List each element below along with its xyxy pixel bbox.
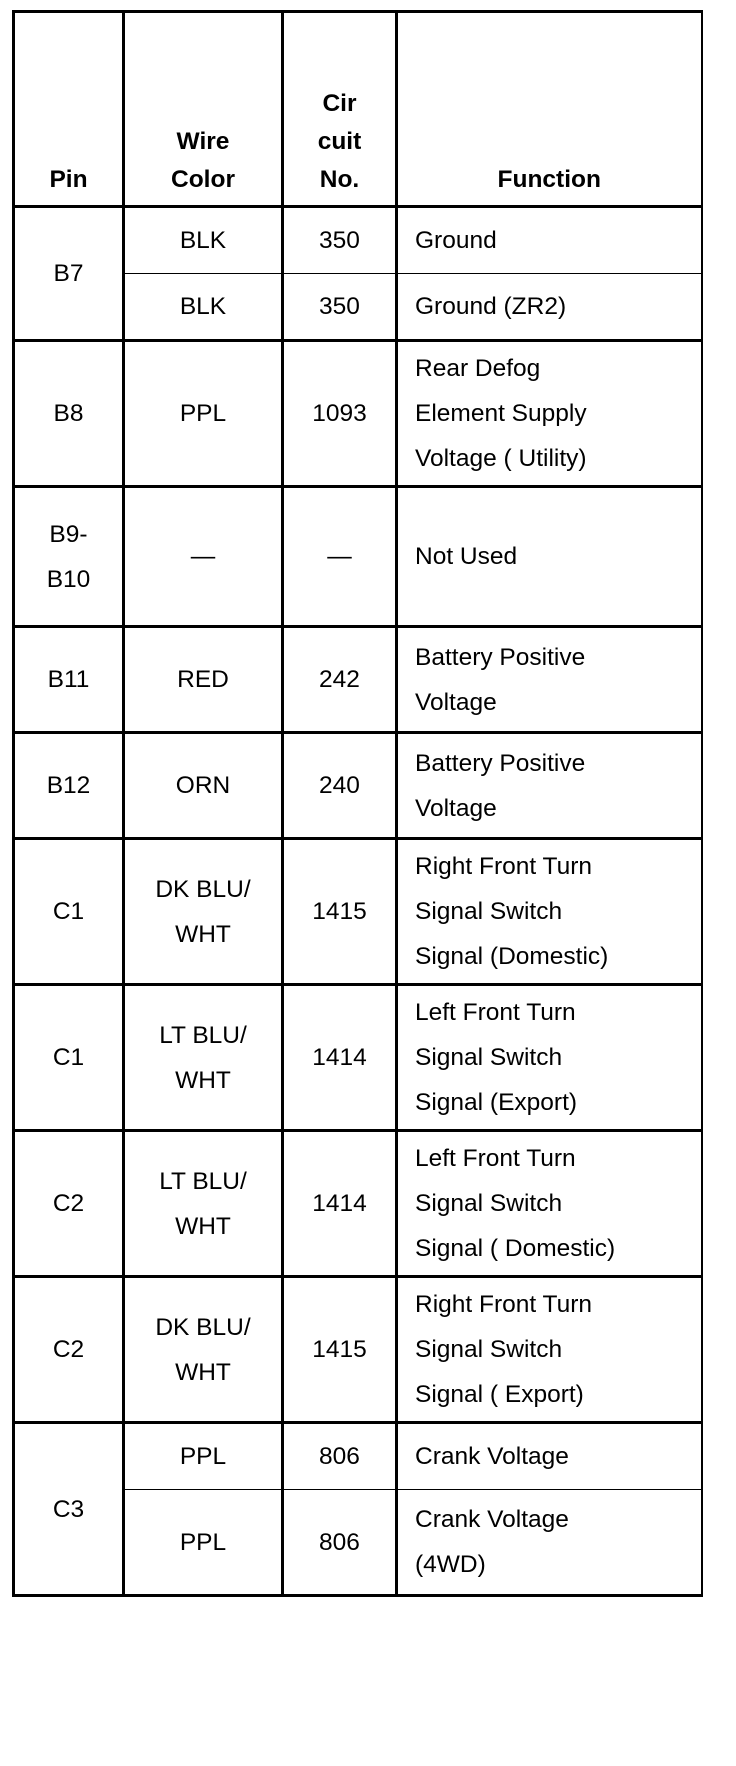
- cell-text-line: WHT: [175, 1066, 231, 1094]
- circuit-no-cell: 1415: [283, 839, 397, 985]
- cell-text-line: C1: [52, 898, 85, 925]
- cell-text-line: WHT: [175, 1358, 231, 1386]
- connector-table-page: [12, 10, 700, 1597]
- pin-cell: [14, 733, 124, 839]
- header-function: [397, 12, 702, 207]
- table-row: [14, 207, 702, 274]
- function-cell: [397, 627, 702, 733]
- function-cell: [397, 1131, 702, 1277]
- connector-pinout-table: [12, 10, 703, 1597]
- cell-text-line: ORN: [175, 772, 231, 799]
- cell-text-line: Battery Positive: [415, 749, 586, 777]
- pin-cell: [14, 341, 124, 487]
- circuit-no-cell: 1414: [283, 1131, 397, 1277]
- wire-color-cell: [124, 627, 283, 733]
- cell-text-line: Signal Switch: [415, 1044, 563, 1071]
- cell-text-line: Cir: [322, 90, 357, 117]
- pin-cell: [14, 487, 124, 627]
- pin-cell: [14, 627, 124, 733]
- wire-color-cell: [124, 985, 283, 1131]
- table-body: [14, 207, 702, 1596]
- cell-text-line: B9-: [49, 520, 88, 548]
- pin-cell: [14, 985, 124, 1131]
- cell-text-line: DK BLU/: [155, 875, 251, 903]
- cell-text-line: PPL: [179, 1443, 227, 1470]
- function-cell: [397, 1490, 702, 1596]
- cell-text-line: Pin: [49, 166, 88, 193]
- cell-text-line: Element Supply: [415, 400, 587, 427]
- header-wire-color: [124, 12, 283, 207]
- cell-text-line: RED: [177, 666, 229, 693]
- pin-cell: [14, 839, 124, 985]
- circuit-no-cell: 350: [283, 207, 397, 274]
- cell-text-line: Signal Switch: [415, 1336, 563, 1363]
- wire-color-cell: [124, 733, 283, 839]
- cell-text-line: Voltage: [415, 688, 497, 716]
- table-row: [14, 733, 702, 839]
- function-cell: [397, 1423, 702, 1490]
- cell-text-line: C3: [52, 1495, 85, 1523]
- table-row: [14, 1277, 702, 1423]
- cell-text-line: C1: [52, 1044, 85, 1071]
- wire-color-cell: [124, 207, 283, 274]
- cell-text-line: Ground: [415, 227, 497, 254]
- function-cell: [397, 341, 702, 487]
- wire-color-cell: [124, 1490, 283, 1596]
- cell-text-line: PPL: [179, 1528, 227, 1556]
- pin-cell: [14, 1131, 124, 1277]
- wire-color-cell: [124, 1423, 283, 1490]
- cell-text-line: WHT: [175, 920, 231, 948]
- cell-text-line: DK BLU/: [155, 1313, 251, 1341]
- table-row: [14, 627, 702, 733]
- wire-color-cell: [124, 341, 283, 487]
- function-cell: [397, 274, 702, 341]
- cell-text-line: B10: [46, 565, 91, 593]
- header-pin: [14, 12, 124, 207]
- cell-text-line: PPL: [179, 400, 227, 427]
- cell-text-line: Signal Switch: [415, 1190, 563, 1217]
- circuit-no-cell: 1093: [283, 341, 397, 487]
- cell-text-line: Ground (ZR2): [415, 293, 567, 320]
- cell-text-line: Battery Positive: [415, 643, 586, 671]
- circuit-no-cell: 1414: [283, 985, 397, 1131]
- cell-text-line: Signal ( Domestic): [415, 1235, 616, 1262]
- cell-text-line: B11: [47, 666, 90, 693]
- table-row: [14, 341, 702, 487]
- circuit-no-cell: 240: [283, 733, 397, 839]
- wire-color-cell: [124, 487, 283, 627]
- cell-text-line: Crank Voltage: [415, 1506, 569, 1533]
- cell-text-line: C2: [52, 1190, 85, 1217]
- cell-text-line: Signal Switch: [415, 898, 563, 925]
- table-row: [14, 487, 702, 627]
- header-circuit-no: [283, 12, 397, 207]
- function-cell: [397, 487, 702, 627]
- cell-text-line: LT BLU/: [159, 1167, 247, 1195]
- header-row: [14, 12, 702, 207]
- function-cell: [397, 985, 702, 1131]
- cell-text-line: Right Front Turn: [415, 1291, 593, 1318]
- cell-text-line: B12: [46, 772, 91, 799]
- function-cell: [397, 1277, 702, 1423]
- circuit-no-cell: 350: [283, 274, 397, 341]
- circuit-no-cell: 242: [283, 627, 397, 733]
- table-row: [14, 1131, 702, 1277]
- cell-text-line: BLK: [179, 227, 227, 254]
- function-cell: [397, 207, 702, 274]
- wire-color-cell: [124, 274, 283, 341]
- cell-text-line: Right Front Turn: [415, 853, 593, 880]
- cell-text-line: cuit: [317, 128, 362, 155]
- cell-text-line: Voltage ( Utility): [415, 445, 587, 472]
- wire-color-cell: [124, 839, 283, 985]
- circuit-no-cell: 806: [283, 1490, 397, 1596]
- wire-color-cell: [124, 1277, 283, 1423]
- cell-text-line: B8: [53, 400, 84, 427]
- cell-text-line: No.: [319, 166, 360, 193]
- cell-text-line: Signal (Export): [415, 1089, 578, 1116]
- cell-text-line: Rear Defog: [415, 355, 541, 382]
- circuit-no-cell: —: [283, 487, 397, 627]
- cell-text-line: Left Front Turn: [415, 999, 576, 1026]
- table-row: [14, 1423, 702, 1490]
- cell-text-line: Left Front Turn: [415, 1145, 576, 1172]
- function-cell: [397, 839, 702, 985]
- cell-text-line: Signal ( Export): [415, 1381, 584, 1408]
- cell-text-line: Not Used: [415, 543, 518, 570]
- table-row: [14, 839, 702, 985]
- cell-text-line: B7: [53, 260, 84, 287]
- wire-color-cell: [124, 1131, 283, 1277]
- circuit-no-cell: 1415: [283, 1277, 397, 1423]
- pin-cell: [14, 207, 124, 341]
- cell-text-line: Crank Voltage: [415, 1443, 569, 1470]
- cell-text-line: Function: [497, 166, 601, 193]
- cell-text-line: Voltage: [415, 794, 497, 822]
- cell-text-line: Wire: [176, 128, 230, 155]
- cell-text-line: BLK: [179, 293, 227, 320]
- table-row: [14, 985, 702, 1131]
- pin-cell: [14, 1423, 124, 1596]
- pin-cell: [14, 1277, 124, 1423]
- circuit-no-cell: 806: [283, 1423, 397, 1490]
- cell-text-line: C2: [52, 1336, 85, 1363]
- cell-text-line: LT BLU/: [159, 1021, 247, 1049]
- table-header: [14, 12, 702, 207]
- cell-text-line: Color: [171, 166, 235, 193]
- cell-text-line: WHT: [175, 1212, 231, 1240]
- cell-text-line: Signal (Domestic): [415, 943, 609, 970]
- cell-text-line: —: [190, 543, 216, 570]
- cell-text-line: (4WD): [415, 1551, 486, 1578]
- function-cell: [397, 733, 702, 839]
